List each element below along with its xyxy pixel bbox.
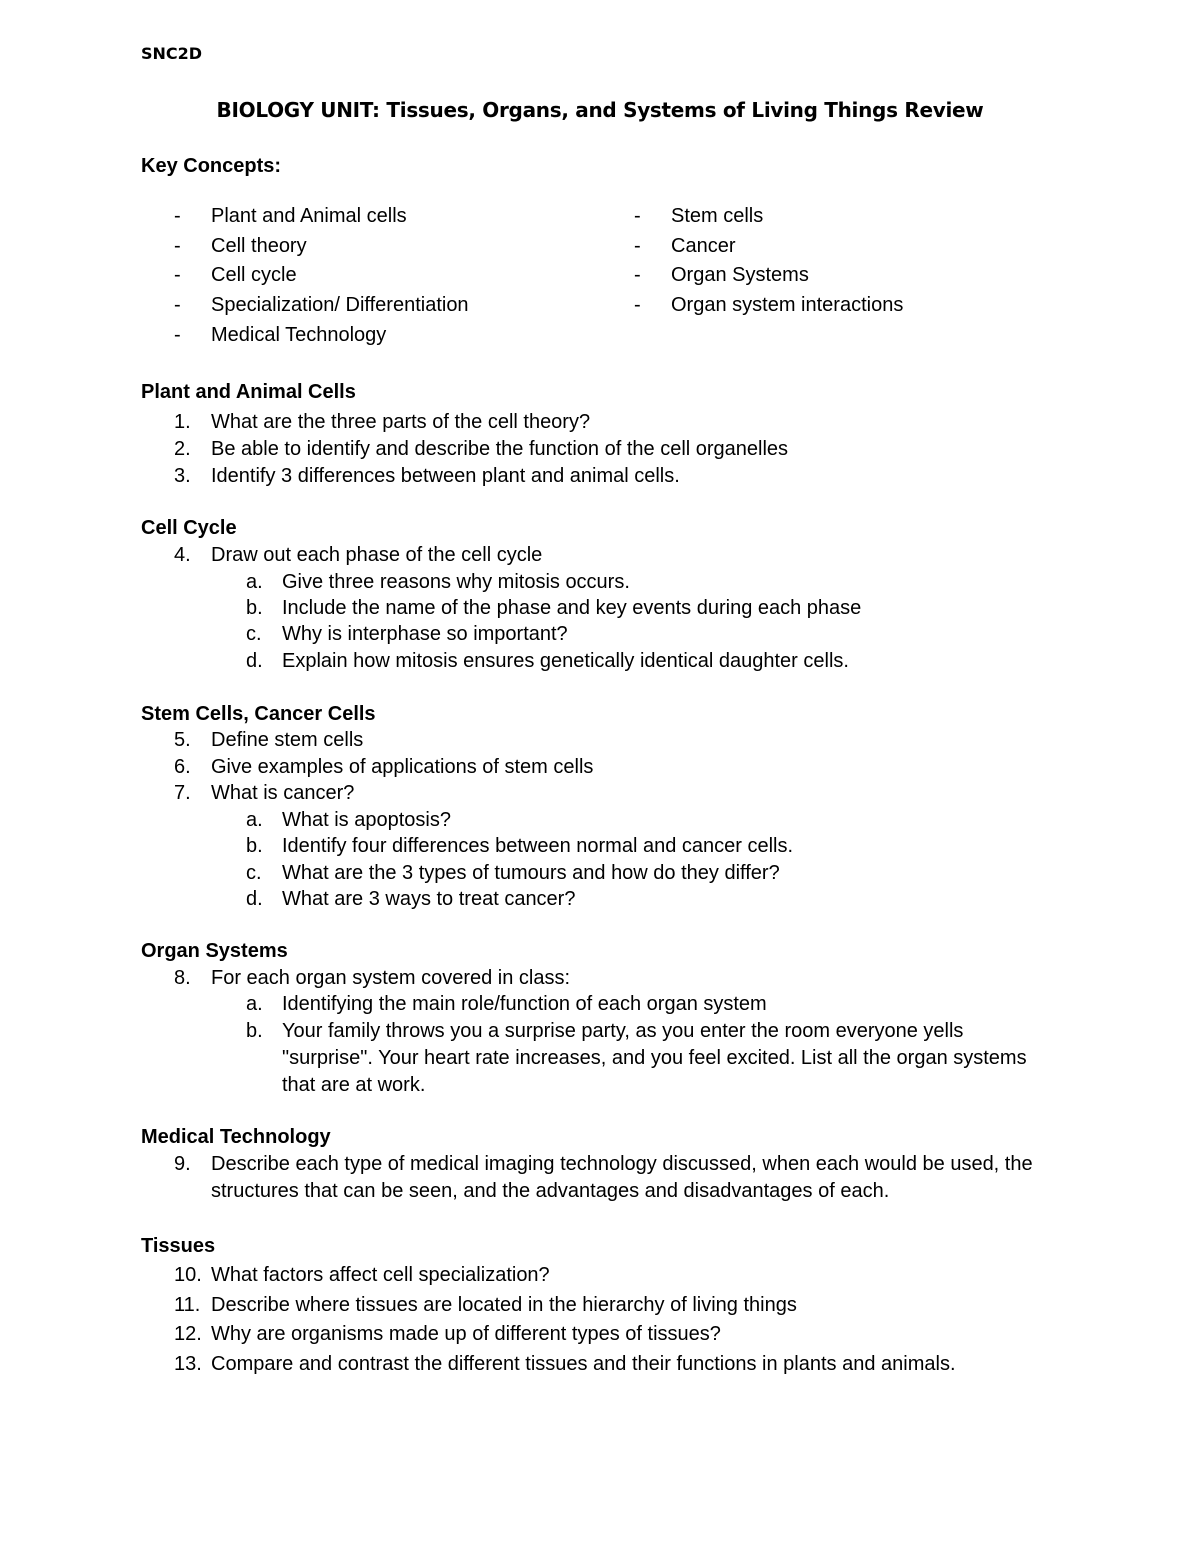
section-heading-tissues: Tissues	[141, 1235, 216, 1257]
section-heading-medical-technology: Medical Technology	[141, 1126, 331, 1148]
bullet-dash: -	[174, 323, 181, 346]
list-item: - Medical Technology	[174, 321, 594, 351]
bullet-dash: -	[174, 294, 181, 317]
list-item: - Stem cells	[634, 202, 1054, 232]
document-page: SNC2D BIOLOGY UNIT: Tissues, Organs, and Systems of Living Things Review Key Concepts: - Plant and Animal cells - Cell theory - Cell cycle - Specialization/ Differentiation - Medical Technology - Stem cells - Cancer - Organ Systems - Organ system interactions Plant and Animal Cells 1. What are the three parts of the cell theory? 2. Be able to identify and describe the function of the cell organelles 3. Identify 3 differences between plant and animal cells. Cell Cycle 4. Draw out each phase of the cell cycle a. Give three reasons why mitosis occurs. b. Include the name of the phase and key events during each phase c. Why is interphase so important? d. Explain how mitosis ensures genetically identical daughter cells. Stem Cells, Cancer Cells 5. Define stem cells 6. Give examples of applications of stem cells 7. What is cancer? a. What is apoptosis? b. Identify four differences between normal and cancer cells. c. What are the 3 types of tumours and how do they differ? d. What are 3 ways to treat cancer? Organ Systems 8. For each organ system covered in class: a. Identifying the main role/function of each organ system b. Your family throws you a surprise party, as you enter the room everyone yells "surprise". Your heart rate increases, and you feel excited. List all the organ systems that are at work. Medical Technology 9. Describe each type of medical imaging technology discussed, when each would be used, the structures that can be seen, and the advantages and disadvantages of each. Tissues 10. What factors affect cell specialization? 11. Describe where tissues are located in the hierarchy of living things 12. Why are organisms made up of different types of tissues? 13. Compare and contrast the different tissues and their functions in plants and animals.	[0, 0, 1200, 1553]
section-heading-organ-systems: Organ Systems	[141, 940, 288, 962]
key-concepts-right-list	[634, 202, 1054, 321]
list-item: - Cancer	[634, 232, 1054, 262]
bullet-dash: -	[634, 294, 641, 317]
list-item: - Specialization/ Differentiation	[174, 291, 594, 321]
key-concepts-left-list	[174, 202, 594, 350]
key-concepts-heading: Key Concepts:	[141, 155, 282, 177]
section-heading-plant-animal: Plant and Animal Cells	[141, 381, 356, 403]
list-item: - Organ Systems	[634, 261, 1054, 291]
bullet-dash: -	[634, 234, 641, 257]
list-item: - Organ system interactions	[634, 291, 1054, 321]
list-item: - Cell theory	[174, 232, 594, 262]
bullet-dash: -	[174, 234, 181, 257]
section-heading-cell-cycle: Cell Cycle	[141, 517, 237, 539]
section-heading-stem-cancer: Stem Cells, Cancer Cells	[141, 703, 376, 725]
list-item: - Plant and Animal cells	[174, 202, 594, 232]
page-title: BIOLOGY UNIT: Tissues, Organs, and Systems of Living Things Review	[216, 98, 984, 122]
bullet-dash: -	[634, 264, 641, 287]
course-code: SNC2D	[141, 44, 203, 63]
bullet-dash: -	[174, 205, 181, 227]
bullet-dash: -	[174, 264, 181, 287]
list-item: - Cell cycle	[174, 261, 594, 291]
bullet-dash: -	[634, 205, 641, 227]
